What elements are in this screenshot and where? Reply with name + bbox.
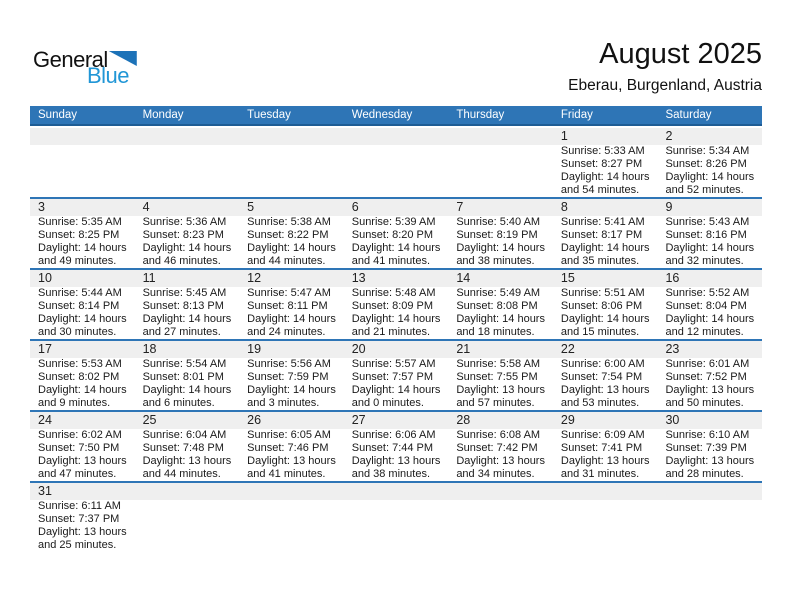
daylight-text-line2: and 52 minutes. [665,184,744,196]
day-cell-26 [239,412,344,481]
day-cell-30 [657,412,762,481]
calendar-table [30,106,762,552]
day-number [239,483,344,500]
day-number: 8 [553,199,658,216]
daylight-text-line2: and 6 minutes. [142,397,215,409]
day-number: 28 [448,412,553,429]
day-cell-17 [30,341,135,410]
daylight-text-line1: Daylight: 13 hours [560,384,650,396]
daylight-text-line1: Daylight: 14 hours [142,313,232,325]
daylight-text-line2: and 32 minutes. [665,255,744,267]
day-number [344,128,449,145]
sunrise-text: Sunrise: 5:38 AM [247,216,331,228]
day-cell-20 [344,341,449,410]
sunrise-text: Sunrise: 5:43 AM [665,216,750,228]
daylight-text-line2: and 53 minutes. [560,397,640,409]
sunrise-text: Sunrise: 5:34 AM [665,145,750,157]
day-number: 23 [657,341,762,358]
empty-day-cell [239,483,344,552]
sunset-text: Sunset: 8:17 PM [560,229,643,241]
daylight-text-line2: and 31 minutes. [560,468,640,480]
calendar-grid [30,128,762,552]
sunrise-text: Sunrise: 5:45 AM [142,287,227,299]
day-number: 31 [30,483,135,500]
sunset-text: Sunset: 7:55 PM [456,371,538,383]
daylight-text-line2: and 49 minutes. [38,255,117,267]
day-cell-23 [657,341,762,410]
sunset-text: Sunset: 7:50 PM [38,442,120,454]
day-cell-7 [448,199,553,268]
daylight-text-line1: Daylight: 14 hours [456,242,545,254]
day-cell-28 [448,412,553,481]
daylight-text-line2: and 15 minutes. [560,326,640,338]
sunrise-text: Sunrise: 5:57 AM [351,358,436,370]
day-cell-19 [239,341,344,410]
day-cell-22 [553,341,658,410]
daylight-text-line1: Daylight: 14 hours [142,384,232,396]
daylight-text-line1: Daylight: 13 hours [665,455,755,467]
daylight-text-line2: and 27 minutes. [142,326,221,338]
daylight-text-line2: and 44 minutes. [247,255,326,267]
day-number: 1 [553,128,658,145]
day-cell-13 [344,270,449,339]
day-number: 26 [239,412,344,429]
daylight-text-line1: Daylight: 13 hours [38,526,127,538]
sunrise-text: Sunrise: 5:36 AM [142,216,227,228]
sunrise-text: Sunrise: 5:47 AM [247,287,331,299]
empty-day-cell [135,128,240,197]
calendar-week-row [30,199,762,270]
day-cell-14 [448,270,553,339]
sunset-text: Sunset: 7:44 PM [351,442,434,454]
sunset-text: Sunset: 8:13 PM [142,300,224,312]
daylight-text-line2: and 47 minutes. [38,468,117,480]
daylight-text-line2: and 25 minutes. [38,539,117,551]
daylight-text-line2: and 57 minutes. [456,397,535,409]
daylight-text-line1: Daylight: 14 hours [456,313,545,325]
day-number [448,483,553,500]
day-number: 11 [135,270,240,287]
sunrise-text: Sunrise: 5:39 AM [351,216,436,228]
day-cell-3 [30,199,135,268]
daylight-text-line2: and 3 minutes. [247,397,320,409]
sunset-text: Sunset: 8:27 PM [560,158,643,170]
day-cell-16 [657,270,762,339]
sunset-text: Sunset: 7:59 PM [247,371,329,383]
day-number: 16 [657,270,762,287]
daylight-text-line2: and 38 minutes. [351,468,431,480]
sunset-text: Sunset: 8:09 PM [351,300,434,312]
sunset-text: Sunset: 8:01 PM [142,371,224,383]
daylight-text-line2: and 12 minutes. [665,326,744,338]
sunrise-text: Sunrise: 5:41 AM [560,216,645,228]
empty-day-cell [448,128,553,197]
sunset-text: Sunset: 7:39 PM [665,442,747,454]
sunset-text: Sunset: 8:26 PM [665,158,747,170]
sunrise-text: Sunrise: 5:33 AM [560,145,645,157]
sunset-text: Sunset: 8:19 PM [456,229,538,241]
day-cell-5 [239,199,344,268]
sunrise-text: Sunrise: 5:52 AM [665,287,750,299]
day-number: 13 [344,270,449,287]
day-number [344,483,449,500]
daylight-text-line1: Daylight: 13 hours [38,455,127,467]
daylight-text-line2: and 34 minutes. [456,468,535,480]
sunset-text: Sunset: 7:42 PM [456,442,538,454]
day-number [448,128,553,145]
page-subtitle: Eberau, Burgenland, Austria [568,77,762,94]
daylight-text-line2: and 18 minutes. [456,326,535,338]
sunset-text: Sunset: 8:11 PM [247,300,328,312]
day-number: 15 [553,270,658,287]
sunrise-text: Sunrise: 5:48 AM [351,287,436,299]
day-number: 6 [344,199,449,216]
day-number: 4 [135,199,240,216]
calendar-week-row [30,341,762,412]
sunset-text: Sunset: 8:23 PM [142,229,224,241]
day-cell-15 [553,270,658,339]
daylight-text-line1: Daylight: 14 hours [351,242,441,254]
daylight-text-line2: and 41 minutes. [247,468,326,480]
day-number [135,128,240,145]
daylight-text-line2: and 41 minutes. [351,255,431,267]
daylight-text-line1: Daylight: 14 hours [560,171,650,183]
sunrise-text: Sunrise: 6:10 AM [665,429,750,441]
sunrise-text: Sunrise: 6:04 AM [142,429,227,441]
sunrise-text: Sunrise: 5:54 AM [142,358,227,370]
daylight-text-line1: Daylight: 13 hours [456,455,545,467]
sunset-text: Sunset: 8:16 PM [665,229,747,241]
day-number: 10 [30,270,135,287]
day-number: 5 [239,199,344,216]
day-cell-12 [239,270,344,339]
sunrise-text: Sunrise: 6:02 AM [38,429,122,441]
day-cell-10 [30,270,135,339]
day-number [135,483,240,500]
weekday-header-thursday: Thursday [456,109,505,121]
day-number: 20 [344,341,449,358]
daylight-text-line1: Daylight: 14 hours [351,384,441,396]
day-number [30,128,135,145]
day-number: 19 [239,341,344,358]
daylight-text-line1: Daylight: 13 hours [351,455,441,467]
day-number: 3 [30,199,135,216]
day-cell-1 [553,128,658,197]
calendar-week-row [30,412,762,483]
sunrise-text: Sunrise: 6:01 AM [665,358,750,370]
daylight-text-line1: Daylight: 14 hours [665,242,755,254]
day-number: 14 [448,270,553,287]
day-number: 18 [135,341,240,358]
sunset-text: Sunset: 8:06 PM [560,300,643,312]
day-cell-27 [344,412,449,481]
daylight-text-line1: Daylight: 13 hours [456,384,545,396]
daylight-text-line1: Daylight: 14 hours [38,242,127,254]
day-number [657,483,762,500]
daylight-text-line1: Daylight: 14 hours [38,313,127,325]
day-cell-29 [553,412,658,481]
sunset-text: Sunset: 7:57 PM [351,371,434,383]
day-number: 2 [657,128,762,145]
day-number: 25 [135,412,240,429]
daylight-text-line1: Daylight: 14 hours [665,313,755,325]
sunrise-text: Sunrise: 5:51 AM [560,287,645,299]
sunrise-text: Sunrise: 5:53 AM [38,358,122,370]
daylight-text-line1: Daylight: 14 hours [247,242,336,254]
sunrise-text: Sunrise: 5:44 AM [38,287,122,299]
sunrise-text: Sunrise: 6:08 AM [456,429,541,441]
daylight-text-line2: and 44 minutes. [142,468,221,480]
weekday-header-wednesday: Wednesday [351,109,413,121]
daylight-text-line1: Daylight: 14 hours [351,313,441,325]
daylight-text-line1: Daylight: 14 hours [38,384,127,396]
daylight-text-line1: Daylight: 13 hours [560,455,650,467]
sunset-text: Sunset: 8:20 PM [351,229,434,241]
sunset-text: Sunset: 7:54 PM [560,371,643,383]
daylight-text-line1: Daylight: 14 hours [665,171,755,183]
sunset-text: Sunset: 8:08 PM [456,300,538,312]
day-number: 29 [553,412,658,429]
daylight-text-line1: Daylight: 13 hours [142,455,232,467]
page-title: August 2025 [599,38,762,70]
day-cell-11 [135,270,240,339]
day-cell-2 [657,128,762,197]
sunset-text: Sunset: 8:25 PM [38,229,120,241]
day-number: 9 [657,199,762,216]
day-number: 27 [344,412,449,429]
empty-day-cell [553,483,658,552]
daylight-text-line2: and 54 minutes. [560,184,640,196]
sunrise-text: Sunrise: 5:40 AM [456,216,541,228]
sunset-text: Sunset: 7:52 PM [665,371,747,383]
daylight-text-line2: and 28 minutes. [665,468,744,480]
weekday-header-saturday: Saturday [665,109,712,121]
daylight-text-line2: and 38 minutes. [456,255,535,267]
daylight-text-line2: and 0 minutes. [351,397,424,409]
day-cell-6 [344,199,449,268]
sunrise-text: Sunrise: 6:09 AM [560,429,645,441]
sunrise-text: Sunrise: 6:00 AM [560,358,645,370]
sunset-text: Sunset: 8:04 PM [665,300,747,312]
sunset-text: Sunset: 7:41 PM [560,442,643,454]
daylight-text-line1: Daylight: 14 hours [560,242,650,254]
day-cell-18 [135,341,240,410]
daylight-text-line2: and 24 minutes. [247,326,326,338]
weekday-header-monday: Monday [142,109,184,121]
daylight-text-line2: and 30 minutes. [38,326,117,338]
weekday-header-friday: Friday [560,109,593,121]
sunrise-text: Sunrise: 6:11 AM [38,500,121,512]
sunset-text: Sunset: 7:46 PM [247,442,329,454]
weekday-header-tuesday: Tuesday [247,109,291,121]
day-cell-25 [135,412,240,481]
daylight-text-line1: Daylight: 14 hours [247,384,336,396]
sunset-text: Sunset: 8:14 PM [38,300,120,312]
calendar-week-row [30,483,762,552]
sunrise-text: Sunrise: 6:06 AM [351,429,436,441]
day-number [239,128,344,145]
day-number [553,483,658,500]
logo-general-text: General [33,47,108,72]
empty-day-cell [448,483,553,552]
weekday-header-sunday: Sunday [38,109,78,121]
daylight-text-line1: Daylight: 14 hours [142,242,232,254]
general-blue-logo [33,47,153,88]
daylight-text-line2: and 50 minutes. [665,397,744,409]
day-cell-8 [553,199,658,268]
sunset-text: Sunset: 8:22 PM [247,229,329,241]
daylight-text-line2: and 21 minutes. [351,326,431,338]
sunrise-text: Sunrise: 6:05 AM [247,429,331,441]
sunrise-text: Sunrise: 5:58 AM [456,358,541,370]
day-number: 12 [239,270,344,287]
day-cell-9 [657,199,762,268]
weekday-header-row [30,106,762,126]
empty-day-cell [135,483,240,552]
logo-blue-text: Blue [87,63,130,88]
sunset-text: Sunset: 7:48 PM [142,442,224,454]
daylight-text-line2: and 9 minutes. [38,397,111,409]
sunset-text: Sunset: 8:02 PM [38,371,120,383]
sunrise-text: Sunrise: 5:56 AM [247,358,331,370]
daylight-text-line1: Daylight: 13 hours [247,455,336,467]
daylight-text-line2: and 35 minutes. [560,255,640,267]
day-cell-4 [135,199,240,268]
sunset-text: Sunset: 7:37 PM [38,513,120,525]
day-cell-21 [448,341,553,410]
day-number: 21 [448,341,553,358]
day-number: 22 [553,341,658,358]
day-number: 7 [448,199,553,216]
daylight-text-line2: and 46 minutes. [142,255,221,267]
empty-day-cell [239,128,344,197]
empty-day-cell [344,128,449,197]
calendar-week-row [30,128,762,199]
day-cell-24 [30,412,135,481]
day-number: 17 [30,341,135,358]
sunrise-text: Sunrise: 5:35 AM [38,216,122,228]
empty-day-cell [657,483,762,552]
sunrise-text: Sunrise: 5:49 AM [456,287,541,299]
daylight-text-line1: Daylight: 14 hours [560,313,650,325]
calendar-week-row [30,270,762,341]
empty-day-cell [344,483,449,552]
day-cell-31 [30,483,135,552]
daylight-text-line1: Daylight: 14 hours [247,313,336,325]
daylight-text-line1: Daylight: 13 hours [665,384,755,396]
day-number: 24 [30,412,135,429]
day-number: 30 [657,412,762,429]
empty-day-cell [30,128,135,197]
